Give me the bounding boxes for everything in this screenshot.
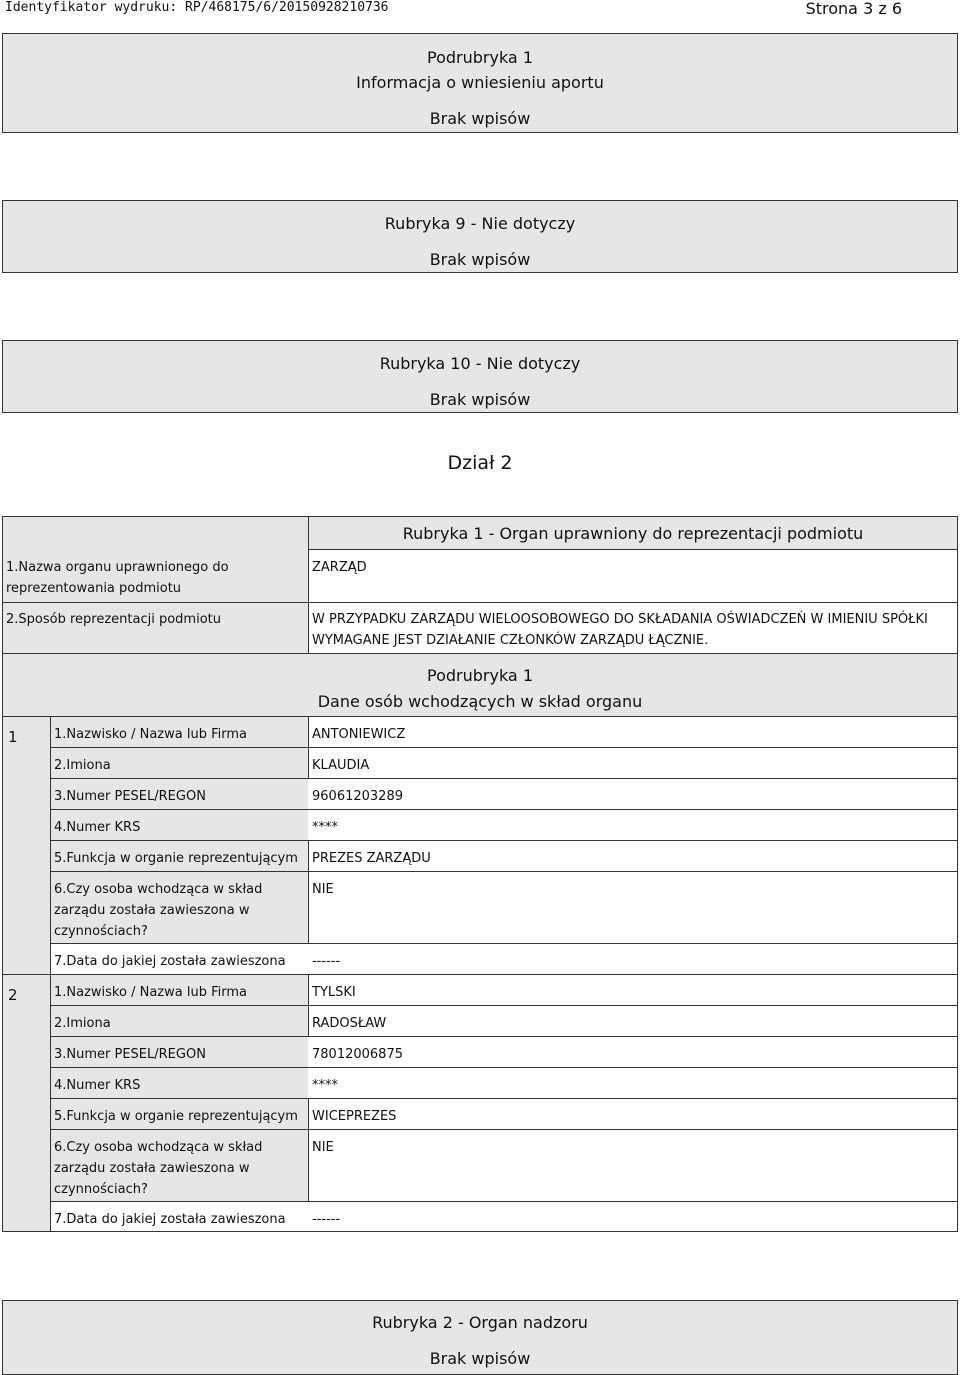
r10-empty: Brak wpisów (429, 390, 531, 409)
person-2-label-first: 2.Imiona (54, 1016, 111, 1031)
print-identifier: Identyfikator wydruku: RP/468175/6/20150928210736 (5, 0, 389, 15)
person-1-label-krs: 4.Numer KRS (54, 820, 141, 835)
r1-sub-title: Podrubryka 1 (427, 666, 533, 685)
person-1-label-func: 5.Funkcja w organie reprezentującym (54, 851, 298, 866)
page-number: Strona 3 z 6 (805, 0, 902, 18)
sub1-title: Podrubryka 1 (427, 48, 533, 67)
person-2-label-suspended: 6.Czy osoba wchodząca w skład zarządu została zawieszona w czynnościach? (54, 1140, 263, 1197)
person-1-pesel: 96061203289 (312, 789, 403, 804)
person-1-label-suspended: 6.Czy osoba wchodząca w skład zarządu została zawieszona w czynnościach? (54, 882, 263, 939)
person-2-pesel: 78012006875 (312, 1047, 403, 1062)
person-2-number: 2 (8, 986, 18, 1004)
person-2-label-pesel: 3.Numer PESEL/REGON (54, 1047, 206, 1062)
person-2-label-date: 7.Data do jakiej została zawieszona (54, 1212, 286, 1227)
person-2-date: ------ (312, 1212, 341, 1227)
person-2-krs: **** (312, 1078, 338, 1093)
person-2-suspended: NIE (312, 1140, 334, 1155)
r2-box (2, 1300, 958, 1375)
r9-box (2, 200, 958, 273)
person-1-suspended: NIE (312, 882, 334, 897)
person-1-date: ------ (312, 954, 341, 969)
r1-title: Rubryka 1 - Organ uprawniony do reprezentacji podmiotu (402, 524, 864, 543)
person-1-label-pesel: 3.Numer PESEL/REGON (54, 789, 206, 804)
r1-f2-value: W PRZYPADKU ZARZĄDU WIELOOSOBOWEGO DO SKŁADANIA OŚWIADCZEŃ W IMIENIU SPÓŁKI WYMAGANE JEST DZIAŁANIE CZŁONKÓW ZARZĄDU ŁĄCZNIE. (312, 612, 928, 648)
person-1-name: ANTONIEWICZ (312, 727, 406, 742)
r1-f2-label: 2.Sposób reprezentacji podmiotu (6, 612, 221, 627)
person-2-first: RADOSŁAW (312, 1016, 387, 1031)
r10-box (2, 340, 958, 413)
person-1-label-date: 7.Data do jakiej została zawieszona (54, 954, 286, 969)
r2-empty: Brak wpisów (429, 1349, 531, 1368)
r1-f1-label: 1.Nazwa organu uprawnionego do reprezentowania podmiotu (6, 560, 229, 596)
r10-title: Rubryka 10 - Nie dotyczy (379, 354, 581, 373)
person-2-label-krs: 4.Numer KRS (54, 1078, 141, 1093)
person-1-func: PREZES ZARZĄDU (312, 851, 431, 866)
person-1-krs: **** (312, 820, 338, 835)
person-1-label-name: 1.Nazwisko / Nazwa lub Firma (54, 727, 247, 742)
sub1-subtitle: Informacja o wniesieniu aportu (356, 73, 604, 92)
dzial-title: Dział 2 (447, 452, 513, 474)
person-1-label-first: 2.Imiona (54, 758, 111, 773)
person-2-label-func: 5.Funkcja w organie reprezentującym (54, 1109, 298, 1124)
r9-title: Rubryka 9 - Nie dotyczy (384, 214, 576, 233)
r1-table (2, 516, 958, 1232)
r1-f1-value: ZARZĄD (312, 560, 367, 575)
person-1-first: KLAUDIA (312, 758, 370, 773)
person-2-label-name: 1.Nazwisko / Nazwa lub Firma (54, 985, 247, 1000)
person-2-name: TYLSKI (312, 985, 356, 1000)
person-2-func: WICEPREZES (312, 1109, 397, 1124)
r2-title: Rubryka 2 - Organ nadzoru (372, 1313, 588, 1332)
sub1-empty: Brak wpisów (429, 109, 531, 128)
r1-sub-subtitle: Dane osób wchodzących w skład organu (317, 692, 643, 711)
sub1-box (2, 33, 958, 133)
person-1-number: 1 (8, 728, 18, 746)
r9-empty: Brak wpisów (429, 250, 531, 269)
